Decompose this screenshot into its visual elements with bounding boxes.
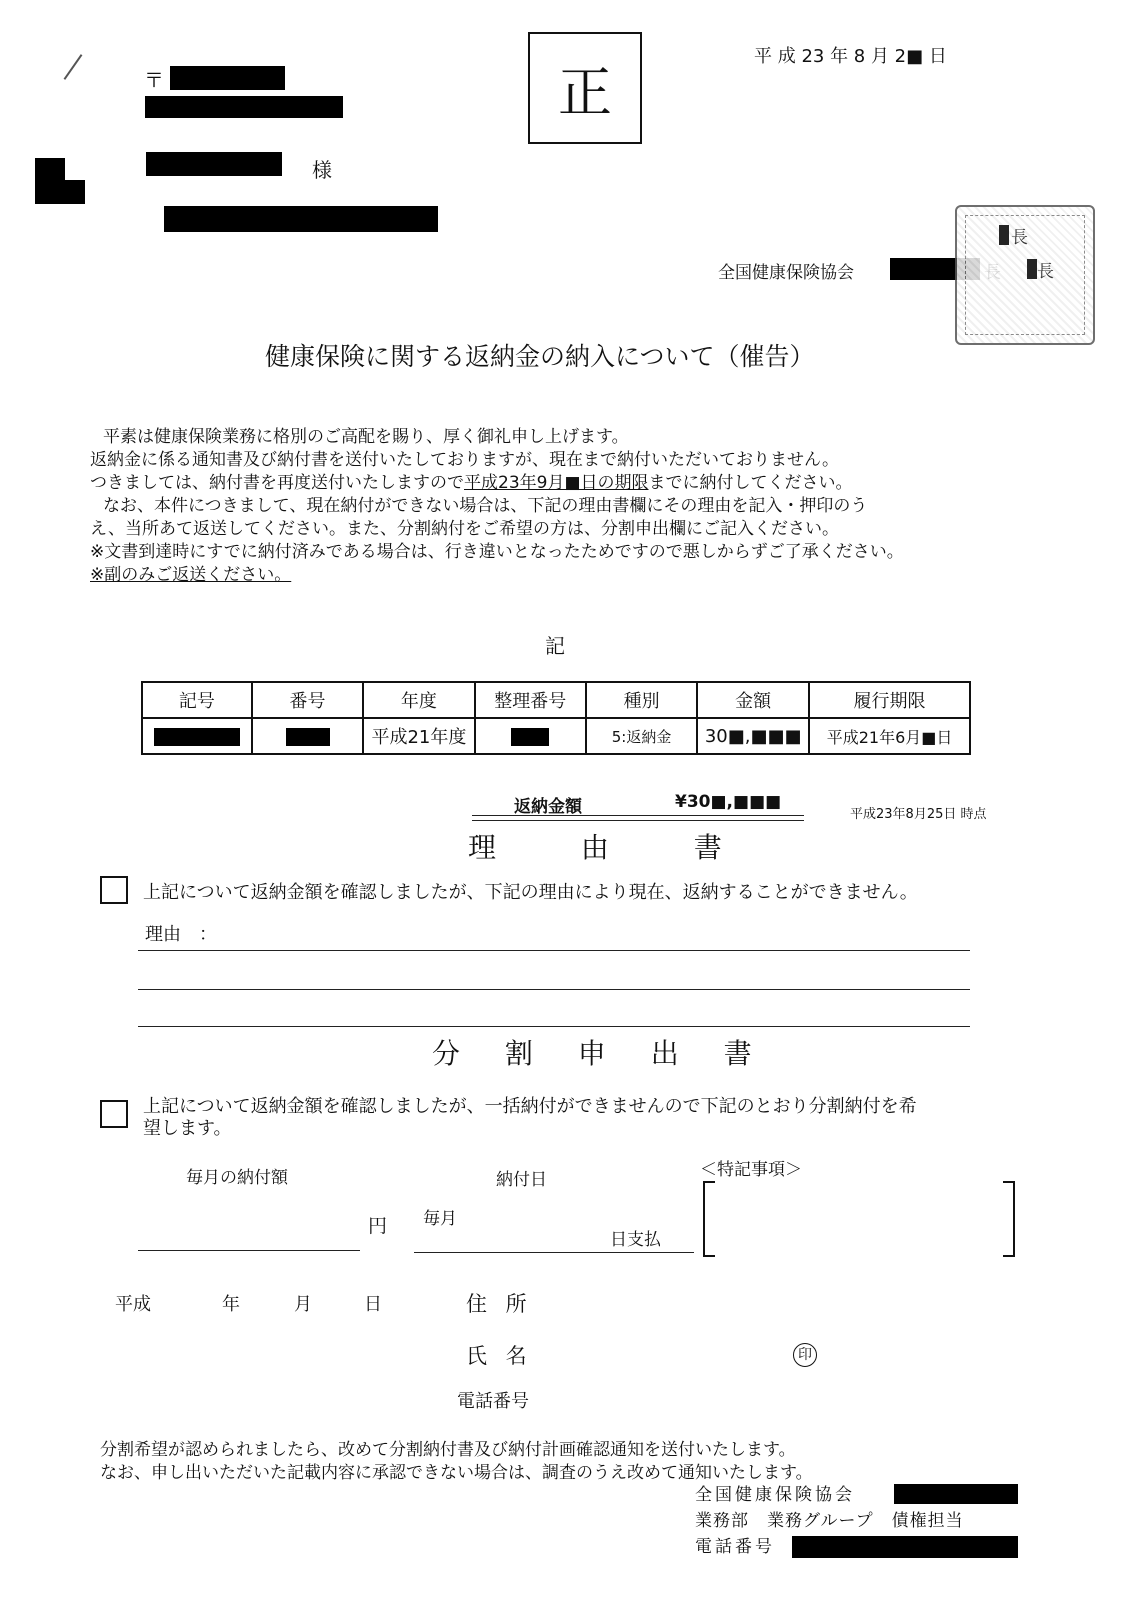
sign-year: 年 xyxy=(222,1294,240,1315)
sign-address-label: 住 所 xyxy=(466,1292,533,1316)
cell-seiri-bango xyxy=(475,718,586,754)
day-payment: 日支払 xyxy=(610,1230,661,1250)
reason-line-1[interactable] xyxy=(138,950,970,951)
body-line-2: 返納金に係る通知書及び納付書を送付いたしておりますが、現在まで納付いただいておりません。 xyxy=(90,450,840,470)
original-stamp: 正 xyxy=(528,32,642,144)
header-nendo: 年度 xyxy=(363,682,474,718)
redacted-mark-2 xyxy=(35,180,85,204)
header-kigo: 記号 xyxy=(142,682,252,718)
honorific: 様 xyxy=(312,158,332,182)
payday-label: 納付日 xyxy=(496,1170,547,1190)
reason-line-3[interactable] xyxy=(138,1026,970,1027)
official-seal: 長 長 xyxy=(955,205,1095,345)
pen-mark xyxy=(64,54,83,80)
sign-month: 月 xyxy=(294,1294,312,1315)
cell-rikou-kigen: 平成21年6月■日 xyxy=(809,718,970,754)
sign-name-label: 氏 名 xyxy=(466,1344,533,1368)
header-rikou-kigen: 履行期限 xyxy=(809,682,970,718)
footer-note-1: 分割希望が認められましたら、改めて分割納付書及び納付計画確認通知を送付いたします。 xyxy=(100,1440,796,1460)
body-line-3: つきましては、納付書を再度送付いたしますので平成23年9月■日の期限までに納付してください。 xyxy=(90,473,853,493)
footer-phone-label: 電話番号 xyxy=(695,1537,775,1557)
document-title: 健康保険に関する返納金の納入について（催告） xyxy=(265,342,815,371)
special-notes-field[interactable] xyxy=(716,1183,1000,1251)
monthly-amount-field[interactable] xyxy=(138,1250,360,1251)
sender-org: 全国健康保険協会 xyxy=(718,263,854,283)
reason-line-2[interactable] xyxy=(138,989,970,990)
footer-dept: 業務部 業務グループ 債権担当 xyxy=(695,1511,964,1531)
seal-mark-icon: 印 xyxy=(793,1343,817,1367)
total-as-of: 平成23年8月25日 時点 xyxy=(850,807,987,822)
special-notes-label: ＜特記事項＞ xyxy=(700,1160,802,1180)
every-month: 毎月 xyxy=(423,1209,457,1229)
redacted-address xyxy=(145,96,343,118)
total-value: ¥30■,■■■ xyxy=(675,792,782,812)
postal-mark: 〒 xyxy=(144,68,164,92)
table-row xyxy=(142,718,970,754)
special-notes-bracket-left xyxy=(703,1181,715,1257)
sign-era: 平成 xyxy=(115,1294,151,1315)
total-label: 返納金額 xyxy=(514,797,582,817)
body-line-1: 平素は健康保険業務に格別のご高配を賜り、厚く御礼申し上げます。 xyxy=(103,427,629,447)
special-notes-bracket-right xyxy=(1003,1181,1015,1257)
cell-kingaku: 30■,■■■ xyxy=(697,718,809,754)
installment-checkbox[interactable] xyxy=(100,1100,128,1128)
body-line-4: なお、本件につきまして、現在納付ができない場合は、下記の理由書欄にその理由を記入・押印のう xyxy=(103,496,868,516)
footer-org: 全国健康保険協会 xyxy=(695,1485,855,1505)
issue-date: 平 成 23 年 8 月 2■ 日 xyxy=(754,46,947,67)
cell-nendo: 平成21年度 xyxy=(363,718,474,754)
reason-heading: 理 由 書 xyxy=(468,831,760,864)
sign-day: 日 xyxy=(364,1294,382,1315)
reason-statement: 上記について返納金額を確認しましたが、下記の理由により現在、返納することができません。 xyxy=(143,882,918,903)
redacted-recipient-name xyxy=(146,152,282,176)
cell-shubetsu: 5:返納金 xyxy=(586,718,697,754)
reason-checkbox[interactable] xyxy=(100,876,128,904)
redacted-footer-branch xyxy=(894,1484,1018,1504)
body-line-6: ※文書到達時にすでに納付済みである場合は、行き違いとなったためですので悪しからずご了承ください。 xyxy=(90,542,904,562)
sign-phone-label: 電話番号 xyxy=(457,1391,529,1412)
cell-bango xyxy=(252,718,363,754)
header-seiri-bango: 整理番号 xyxy=(475,682,586,718)
table-header-row xyxy=(142,682,970,718)
redacted-postal-code xyxy=(170,66,285,90)
reason-label: 理由 ： xyxy=(145,924,217,945)
ki-heading: 記 xyxy=(545,634,565,658)
total-underline-1 xyxy=(472,815,804,816)
total-underline-2 xyxy=(472,820,804,821)
monthly-amount-label: 毎月の納付額 xyxy=(186,1168,288,1188)
installment-statement-1: 上記について返納金額を確認しましたが、一括納付ができませんので下記のとおり分割納付を希 xyxy=(143,1096,917,1117)
redacted-recipient-line xyxy=(164,206,438,232)
header-kingaku: 金額 xyxy=(697,682,809,718)
payment-deadline: 平成23年9月■日の期限 xyxy=(464,473,649,493)
payday-field[interactable] xyxy=(414,1252,694,1253)
header-shubetsu: 種別 xyxy=(586,682,697,718)
footer-note-2: なお、申し出いただいた記載内容に承認できない場合は、調査のうえ改めて通知いたします。 xyxy=(100,1463,813,1483)
installment-statement-2: 望します。 xyxy=(143,1118,232,1139)
installment-heading: 分 割 申 出 書 xyxy=(432,1037,770,1070)
header-bango: 番号 xyxy=(252,682,363,718)
body-line-5: え、当所あて返送してください。また、分割納付をご希望の方は、分割申出欄にご記入ください。 xyxy=(90,519,840,539)
yen-unit: 円 xyxy=(368,1215,388,1237)
refund-table xyxy=(141,681,971,755)
cell-kigo xyxy=(142,718,252,754)
body-line-7: ※副のみご返送ください。 xyxy=(90,565,292,585)
redacted-footer-phone xyxy=(792,1536,1018,1558)
